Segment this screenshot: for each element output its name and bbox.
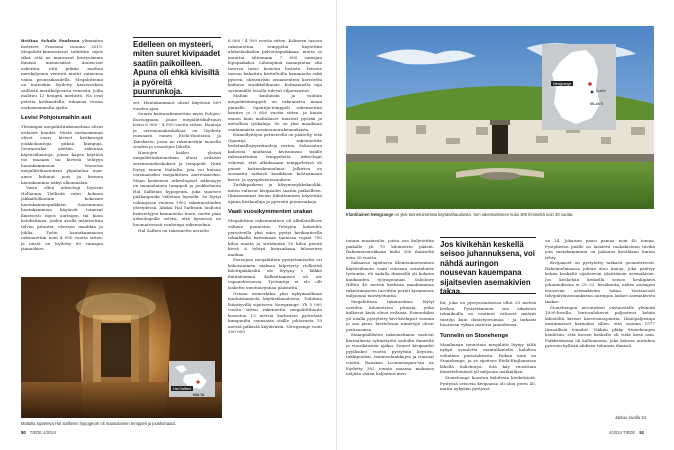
right-column-1 [346,238,434,426]
ireland-inset-map [542,44,616,130]
body-paragraph: Kivipaaset on pystytetty tarkasti geometrisesti. Rakennelmaassa johtaa aloo linioja, joka päättyy kehän keskellä sijaitseviin yksittäisiin asemakiviin. Jos kivikehän keskellä seisoo keskipäivä juhannuksena ei 20.-22. kesäkuuta, näkee auringon nousevan asemakivien takaa. Vastaavasti talvipäivänseisauksena auringon laskee asemakivien taakse. [545,260,655,305]
map-label-country: MALTA [193,393,205,397]
body-paragraph: set. Hautakammiot olivat käytössä 800 vuoden ajan. [133,100,221,111]
issue-label: 4/2024 TIEDE [609,430,636,435]
pull-quote-rule-top [133,37,221,38]
right-page [337,0,674,450]
body-paragraph: Turkkipaikeen ja kilyymenykkeknolikt, miten valtavat kivipaadet saatiin paikoilleen. Ilimaisemmat kivien liikuttamisen käytettiin apuna kivikuuluja ja pyöreitä puunrunkoja. [228,182,322,204]
pull-quote-rule-bottom [440,293,536,294]
pull-quote: Jos kivikehän keskellä seisoo juhannuksena, voi nähdä auringon nousevan kauempana sijaitsevien asemakivien takaa. [440,240,535,297]
body-paragraph: Saksassa sijaitseva Kleinenkneteninen käytävähauta vaati runsaan satatuhatta työtuntia, eli sadalla ihmisellä yli kolmen kuukauden työrupeaman. Salisbury Hilltin 40 metriä korkean maakummun rakentamiseen tarvittiin peräti kymmenen miljoonaa miestyötuntia. [346,260,434,299]
body-paragraph: Ostaan esimerkiksi yksi nykymaallman kuuluisimmista käytävähaudoista, Dublinin läänttyvillä sijaitseva Newgrange. Yli 5 000 vuotta sitten rakennettu megaliittihauta kosostuu 13 metriä korkeasta pyöreästä kumpuulta seunsasta sisille johtavasta 19 metriä pitkästä käytävästä. Newgrange vaati 200 000 [228,290,322,335]
left-folio [21,430,56,435]
body-paragraph: Esimellyitöjen perusteella on päätelty, että Ggantija rakennettiin hedelmällisyysriitualeja varten. Sekoasituu kalioista muihinsa kivisuunsin sisälle rakennettuina temppeleitä. Arkeologit uskovat, että alkukusaan temppeleissä oli puiset katturakennelmat. Jalkiviva on suomattu tarkasti kaaikkoon kohtaamaan kevät- ja syyspäiväntasauksen. [228,132,322,182]
body-paragraph: Stonehenge koostuu kahdesta kivikehästä. Pystyssä seisovia kivipaasia oli alun perin 40, mutta nykyään pystyssä [440,375,536,392]
subheading-vuosikymmenten-urakka: Vaati vuosikymmenten urakan [228,209,313,216]
body-paragraph: Maltan kuuluisiin ja vanhiin megaliittitemppeli on rakennettu maan pinnalle. Ggantija-temppeli rakennettiin kenties jo 5 600 vuotta sitten, ja kuuta ennen kuin maltalaiset tunsivat pyörää ja metallisia työkaluja. Se on yksi maailman vanhimmista seremonnurakennuksista. [228,93,322,132]
body-paragraph: Yleisimpiä megaliittirakennelmia olivat erilaiset haudat. Niistä varhaisimmat olivat suuri kiviset kivikirstyjä joukkohautojia pitkää kumpuja. Seuraavaksi alettiin rakentaa käytävähautoja, joissa kapea käytävä vie maaaan tai kivestä tehtyyn hautakammioon. Monessa megaliittihautoiteni yhpäänlisa maa-aines kulunut pois ja kivinen hautakammio näkyi ulkomaalan. [21,124,103,185]
continued-note: Jatkuu sivulla 34. [615,415,648,420]
page-number: 50 [21,430,26,435]
newgrange-caption [346,212,646,217]
body-paragraph: tonnin maatavalia, joista osa kuljetettiin paikalle yli 70 kilometrin päästä. Rakennusurakkaan kului 300 ihmiseltä noin 30 vuotta. [346,238,434,260]
hypogeum-caption: Maltalla sijaitseva Hal Saflienin hypogeum oli maanalainen temppeli ja joukkohauta. [21,421,177,426]
intro-paragraph [21,38,103,110]
newgrange-photo [346,26,654,209]
map-label-site: Hal Saflieni [173,386,192,391]
body-paragraph: hir, joka on pystyssänäsessa ollut 20 metriä korkea. Pystyttäminen sen aikaisten tekniikoilla on vaatinut valtavat määrät tunteja kuin ihmistyövoimaa - ja tarkasti hauravan vyksin materia jannidiensa. [440,300,536,328]
body-paragraph: Maailmaan tunnetuin megaliitti löytyy tältä nykyä avonlotta maatutkimella halulten valtainen puriatukessta. Paikan nimi on Stonehenge, ja se sijaitsee Etelä-Englannissa lähellä Salisburya. Sitä käy vuosittain ihmettelemässä yli miljoona matkailijaa. [440,341,536,375]
map-label-site: Newgrange [553,81,572,86]
map-label-country: IRLANTI [590,102,604,106]
body-paragraph: Vasta ollen arkeologi löysivät Hollannin Tiellisitä vatin, kolmen jakkailtolkonnin kokoisen hautakammopaikkien. Saarininnan hautakammion käytävät toimivat ilmeisesti myös auringon tai kuun kohdistimen, joiden avulla määritettiin talven pituutta, eloissen maalikin ja juhlia. Tielin hautakammioon rakennettiin noin 4 000 vuotta sitten, ja niistä on löydetty 80 vainajan jäännökset. [21,185,103,252]
newgrange-marker [588,82,592,86]
body-paragraph: Hautojen lisäksi yleisiä megaliittirakennelmia olivat erilaiset seremoniakeskukset ja temppelit. Niitä löytyy ennen Maltalta, jota voi kutsua varsinaiseksi megaliittien aarresaareksi. Maan keskeisen arkeologiset näkemyys on muanalainen temppeli ja joukkohauta Hal Saflienin hypogeum, joka sijaitsee pääkaupunki Valletian lepsellä. Se löytyi vahingossa vuonna 1902 rakennustöiden yhteydessä. Alukai Hal Saflienin luolistoi kriistettyjen kammioitio hiuin, mutta pian arkeologeille selvisi, että kyseessä on huomattavasti vanhempi rakennelma. [133,149,221,228]
dublin-marker [591,91,594,94]
body-paragraph: Megaliittien rakentaminen oli alkulaisillleen valtava ponnistus. Tehtyjen kokeiden perusteella yksi mies pystyi kivikautisella teknikkalla kaivamaan tunnissa vajaat 700 kiloa maata ja siirtämään 50 kiloa pientä kiveä ä tehtyä kivirunkaaa kilometrin matkan. [228,218,322,257]
body-paragraph: on 24. Jokaisen paasi painaa noin 40 tonnia. Pystykivien päälle on laskettu vaakakivinen tiivikä jota vastakumminta on paksuus kivsiklaan tuntaa tehty. [545,238,655,260]
body-paragraph: 6 000 - 4 500 vuotta sitten. Kolmeen tasoon rakennettua temppeliä käytettiin alukeilaakailen palvontapaikkana, mutta se muuttui sittemmin 7 000 vainajan lepopaikaksi. Lähimpänä maanpintaa olla taserva tasso kooistui luolista. Toiseen tasoon hakattiin kivitaltoilla kammioita sekä pyöreä, okravärisin ornamentein koristeltu kaikuva oraakkelihuone. Kolmannelta taja syvimmälle tasolla tulevat viljavarastot. [228,38,322,93]
body-paragraph: Euroopan megaliittien pystyttämiseksi eri kokoisimmen maksaa kilpetyrty rtolkottiä kilottipäkäisiltä ole löytyny t lälkkö ilmitaitsemia. Kalkentamisen oli aiv vapaaehtoisesta. Työtuntija ei ole ollt laskettu uusitunvynnaa päästätta. [228,257,322,290]
right-folio [609,430,647,435]
right-column-3 [545,238,655,414]
pull-quote-rule-top [440,237,536,238]
map-label-city: Dublin [596,89,606,93]
right-column-2 [440,300,536,426]
subheading-stonehenge: Tunnelin on Stonehenge [440,332,509,339]
newgrange-caption-lead: Irlantilainen Newgrange [346,212,394,217]
malta-inset-map [169,361,215,397]
pull-quote-rule-bottom [133,96,221,97]
issue-label: TIEDE 4/2024 [29,430,57,435]
body-paragraph: Megaliittisia rakennelmia löytyi useiden kilometrien pituisia, jotka kulkevat kiviä olivat erilaisia. Esimerkiksi yli tolalla pystytetty kivi-kivilupsit vuonna jo saa pieni, luettelosan nimietyjä olivat peräsuomsa. [346,299,434,332]
body-paragraph: Hal Saflien on rakennettu arviolta [138,227,209,233]
left-column-2 [133,100,221,273]
body-paragraph: Maanpäällisten rakennelmien vaativat kurinalaista ryhmätyötä sadoilta ihmisiltä ja vuosikausien ajaksi. Suuret kivipaadet pyyllisiket vuotta pystyttiin köysien, tukkipuiden, tammenlankkujen ja runsaat vuotta. Ranskan Locmariaquer'ssa on löydetty 382 tonnin maassa makaava neljään osaan haljennut men- [346,332,434,377]
left-column-1 [21,38,103,273]
subheading-pohjoismaat: Levisi Pohjoismaihin asti [21,115,92,122]
newgrange-caption-text: on yksi tunnetuimmista käytävähaudoista. Sen rakentamiseen kului 300 ihmiseltä noin 30 vuotta. [393,212,574,217]
page-number: 51 [639,430,645,435]
intro-text: ylimmiten fasteiset Prasiona vuonna 2019. Megaliitti-kiinnostavat tutkittiin myös siksi, että ne muuvavat kiistyvämme ihmisiä mennesääst. Aunen-mit uskottiin, että pitkän mathan merikyljoinia venestä muitit vainiensa vanta pronssikaudella. Megaliitteina on kuitenkin löydetty kaiverruksia säilöistä meriikolposista venesitä, joilla mahtuu 12 hengen miehistö. Na ovat pelatta kivikaudella, tuhansia vuosia varhaisemmalta ajalta. [21,38,103,110]
hypogeum-photo [21,277,222,418]
author-name: Bettina Schulz Paulsson [21,38,80,43]
body-paragraph: Suurin hautarakennettiin myös Pohjois-Eurooppaan, jonne megaliittikulttuuri levisi 6 000 - 4 000 vuotta sitten. Hautoja ja seremoniakeskuksia on löydetty runsaasti ennen Etelä-Ruotsista ja Tanskasta, jossa ne rakennettiin monella seuden ja vesistöjen lähellä. [133,111,221,150]
pull-quote: Edelleen on mysteeri, miten suuret kivipaadet saatiin paikoilleen. Apuna oli ehkä kivisiltä ja pyöreitä puunrunkoja. [133,40,221,97]
left-column-3 [228,38,322,426]
hal-saflieni-marker [196,380,199,383]
body-paragraph: Stonehengen arvoitukset vastaustelle ylelmitä 1930-luvulla, lentovalokuvat paljastivat kehän lähistöltä kiviset kierrosiisepuutta. Ilmiöpaljustuja ensimmäiset karmaksi sillen, että vuonna 1977 täsmällisiä tomahti. Viäkiin pläky Stonehengen lienlittiin, että kiveen keskelle oli vielä kiviä asia. Poikkeuksena oli kalliomassa, joka kokosa aurinkoa pyöreän kyllistä alulisen tuhansia ihmisiä. [545,304,655,349]
